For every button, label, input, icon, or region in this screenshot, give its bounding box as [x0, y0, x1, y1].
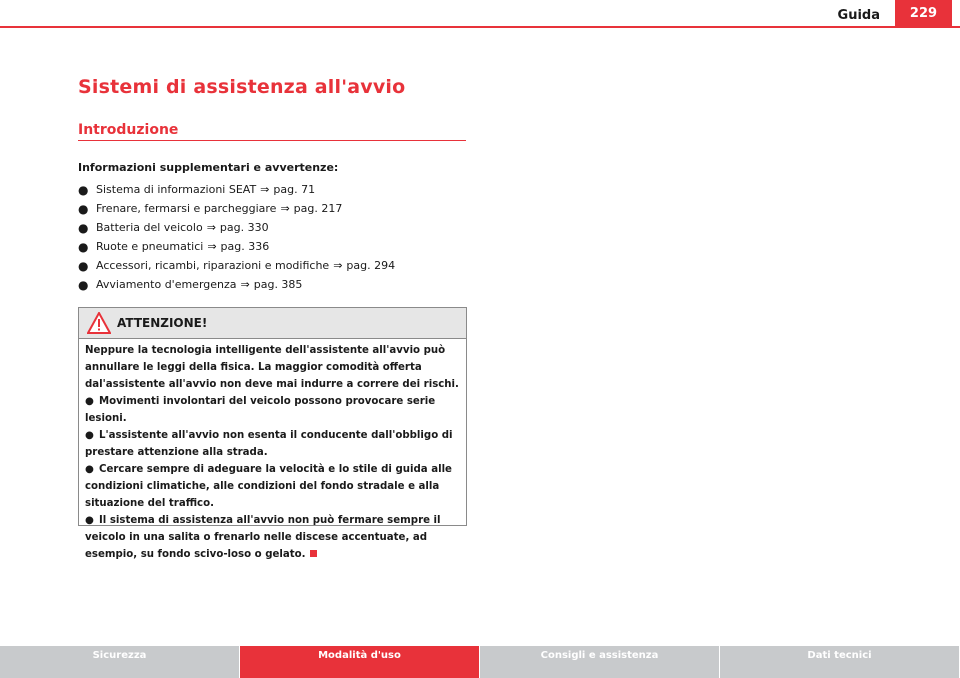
warning-intro: Neppure la tecnologia intelligente dell'assistente all'avvio può annullare le leggi della fisica. La maggior comodità offerta dal'assistente all'avvio non deve mai indurre a correre dei rischi.: [85, 345, 459, 390]
bullet-icon: ●: [78, 182, 89, 197]
warning-point: ● L'assistente all'avvio non esenta il conducente dall'obbligo di prestare attenzione alla strada.: [85, 427, 460, 461]
footer-nav: [0, 646, 960, 678]
warning-triangle-icon: [87, 312, 111, 334]
main-heading: Sistemi di assistenza all'avvio: [78, 76, 406, 98]
page-link[interactable]: pag. 294: [346, 259, 396, 272]
bullet-icon: ●: [78, 220, 89, 235]
list-item: ● Accessori, ricambi, riparazioni e modifiche ⇒ pag. 294: [78, 258, 396, 273]
sub-heading: Introduzione: [78, 122, 466, 141]
arrow-right-icon: ⇒: [240, 278, 250, 291]
bullet-icon: ●: [85, 396, 94, 407]
reference-list: [78, 180, 478, 294]
info-label: Informazioni supplementari e avvertenze:: [78, 161, 339, 174]
bullet-icon: ●: [85, 430, 94, 441]
page-link[interactable]: pag. 217: [293, 202, 343, 215]
arrow-right-icon: ⇒: [207, 240, 217, 253]
bullet-icon: ●: [85, 464, 94, 475]
page-link[interactable]: pag. 336: [220, 240, 270, 253]
arrow-right-icon: ⇒: [260, 183, 270, 196]
list-item: ● Sistema di informazioni SEAT ⇒ pag. 71: [78, 182, 316, 197]
list-item: ● Ruote e pneumatici ⇒ pag. 336: [78, 239, 270, 254]
list-item: ● Frenare, fermarsi e parcheggiare ⇒ pag. 217: [78, 201, 343, 216]
header-rule: [0, 26, 960, 28]
end-mark-icon: [310, 550, 317, 557]
page-link[interactable]: pag. 71: [273, 183, 316, 196]
tab-dati-tecnici[interactable]: Dati tecnici: [720, 646, 960, 678]
warning-box: [78, 307, 467, 560]
bullet-icon: ●: [78, 258, 89, 273]
tab-modalita-duso[interactable]: Modalità d'uso: [240, 646, 480, 678]
list-item: ● Batteria del veicolo ⇒ pag. 330: [78, 220, 269, 235]
warning-header: [79, 308, 466, 339]
warning-point: ● Il sistema di assistenza all'avvio non può fermare sempre il veicolo in una salita o frenarlo nelle discese accentuate, ad esempio, su fondo scivo-loso o gelato.: [85, 512, 460, 563]
bullet-icon: ●: [78, 277, 89, 292]
bullet-icon: ●: [78, 201, 89, 216]
bullet-icon: ●: [78, 239, 89, 254]
bullet-icon: ●: [85, 515, 94, 526]
chapter-title: Guida: [837, 8, 880, 23]
arrow-right-icon: ⇒: [206, 221, 216, 234]
warning-title: ATTENZIONE!: [117, 316, 208, 330]
arrow-right-icon: ⇒: [280, 202, 290, 215]
warning-point: ● Cercare sempre di adeguare la velocità e lo stile di guida alle condizioni climatiche, alle condizioni del fondo stradale e alla situazione del traffico.: [85, 461, 460, 512]
tab-sicurezza[interactable]: Sicurezza: [0, 646, 240, 678]
list-item: ● Avviamento d'emergenza ⇒ pag. 385: [78, 277, 303, 292]
warning-point: ● Movimenti involontari del veicolo possono provocare serie lesioni.: [85, 393, 460, 427]
warning-body: [79, 339, 466, 563]
page-link[interactable]: pag. 330: [219, 221, 269, 234]
tab-consigli-assistenza[interactable]: Consigli e assistenza: [480, 646, 720, 678]
arrow-right-icon: ⇒: [333, 259, 343, 272]
page-link[interactable]: pag. 385: [253, 278, 303, 291]
page-number: 229: [895, 0, 952, 26]
